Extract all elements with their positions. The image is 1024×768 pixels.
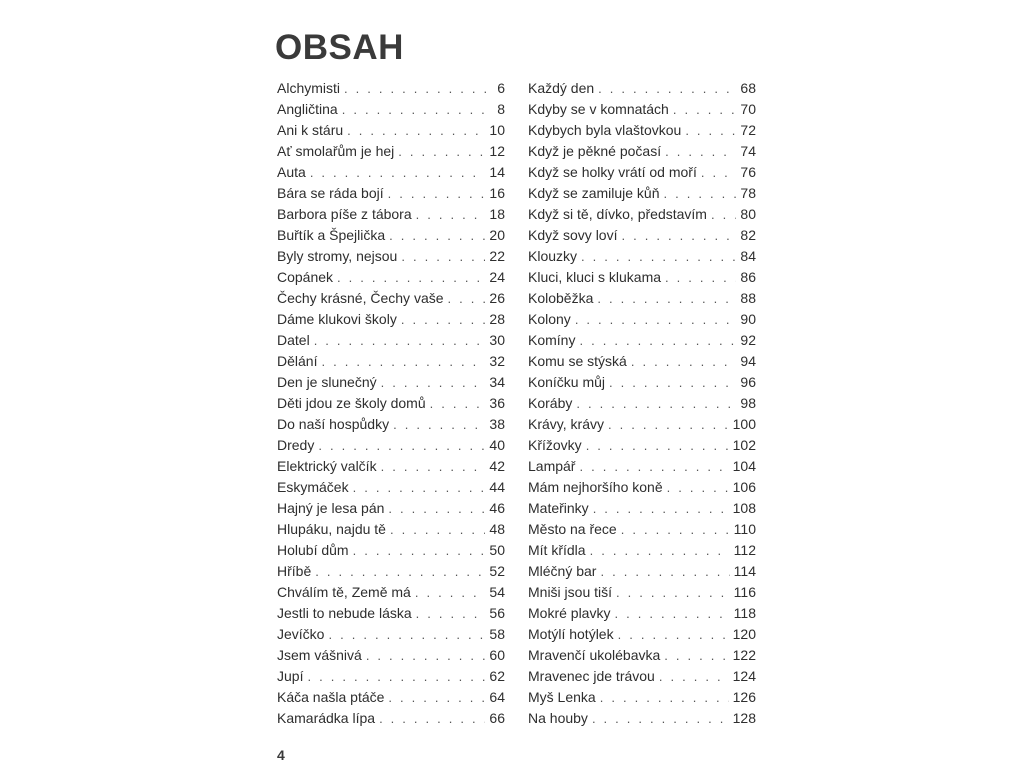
dot-leader bbox=[328, 624, 485, 645]
dot-leader bbox=[347, 120, 485, 141]
toc-entry-page: 14 bbox=[489, 164, 505, 180]
dot-leader bbox=[344, 78, 493, 99]
toc-entry bbox=[277, 141, 505, 162]
dot-leader bbox=[366, 645, 486, 666]
toc-entry bbox=[528, 225, 756, 246]
toc-entry-title: Když sovy loví bbox=[528, 227, 618, 243]
toc-entry-page: 112 bbox=[733, 542, 756, 558]
dot-leader bbox=[621, 519, 730, 540]
dot-leader bbox=[575, 309, 737, 330]
dot-leader bbox=[592, 708, 729, 729]
dot-leader bbox=[390, 519, 485, 540]
toc-entry-page: 48 bbox=[489, 521, 505, 537]
dot-leader bbox=[673, 99, 737, 120]
toc-entry-title: Krávy, krávy bbox=[528, 416, 604, 432]
toc-entry bbox=[277, 204, 505, 225]
dot-leader bbox=[379, 708, 485, 729]
dot-leader bbox=[388, 687, 485, 708]
toc-entry-page: 102 bbox=[732, 437, 756, 453]
toc-entry-title: Koníčku můj bbox=[528, 374, 606, 390]
toc-entry bbox=[528, 708, 756, 729]
toc-entry bbox=[277, 393, 505, 414]
toc-entry bbox=[528, 687, 756, 708]
toc-entry-page: 10 bbox=[489, 122, 505, 138]
toc-entry bbox=[277, 309, 505, 330]
dot-leader bbox=[579, 330, 736, 351]
toc-entry-title: Byly stromy, nejsou bbox=[277, 248, 398, 264]
toc-entry-title: Lampář bbox=[528, 458, 576, 474]
toc-entry-title: Kamarádka lípa bbox=[277, 710, 376, 726]
toc-entry bbox=[277, 267, 505, 288]
dot-leader bbox=[579, 456, 728, 477]
toc-entry bbox=[528, 330, 756, 351]
toc-entry-title: Hříbě bbox=[277, 563, 312, 579]
toc-entry-title: Na houby bbox=[528, 710, 588, 726]
dot-leader bbox=[586, 435, 729, 456]
toc-entry bbox=[277, 624, 505, 645]
dot-leader bbox=[388, 183, 486, 204]
toc-entry bbox=[277, 498, 505, 519]
toc-entry bbox=[528, 141, 756, 162]
toc-entry-title: Datel bbox=[277, 332, 310, 348]
toc-entry bbox=[528, 456, 756, 477]
dot-leader bbox=[664, 183, 737, 204]
toc-entry-page: 104 bbox=[732, 458, 756, 474]
toc-entry bbox=[277, 582, 505, 603]
toc-entry bbox=[528, 519, 756, 540]
dot-leader bbox=[381, 456, 486, 477]
toc-entry-title: Když si tě, dívko, představím bbox=[528, 206, 707, 222]
toc-entry bbox=[277, 372, 505, 393]
toc-entry-page: 26 bbox=[489, 290, 505, 306]
toc-entry-title: Motýlí hotýlek bbox=[528, 626, 614, 642]
toc-entry-title: Mravenec jde trávou bbox=[528, 668, 655, 684]
dot-leader bbox=[597, 288, 736, 309]
toc-entry bbox=[528, 162, 756, 183]
dot-leader bbox=[401, 246, 485, 267]
toc-entry bbox=[277, 330, 505, 351]
toc-entry bbox=[528, 267, 756, 288]
toc-entry-title: Mléčný bar bbox=[528, 563, 597, 579]
toc-entry-page: 126 bbox=[732, 689, 756, 705]
toc-entry-page: 16 bbox=[489, 185, 505, 201]
toc-entry bbox=[528, 393, 756, 414]
toc-entry-title: Dredy bbox=[277, 437, 315, 453]
toc-entry bbox=[528, 498, 756, 519]
toc-entry bbox=[528, 603, 756, 624]
dot-leader bbox=[711, 204, 736, 225]
toc-entry-page: 60 bbox=[489, 647, 505, 663]
toc-entry-page: 100 bbox=[732, 416, 756, 432]
toc-entry-page: 42 bbox=[489, 458, 505, 474]
toc-entry-page: 76 bbox=[740, 164, 756, 180]
dot-leader bbox=[581, 246, 736, 267]
dot-leader bbox=[618, 624, 729, 645]
dot-leader bbox=[388, 498, 485, 519]
dot-leader bbox=[665, 267, 736, 288]
toc-entry bbox=[528, 645, 756, 666]
toc-entry bbox=[277, 351, 505, 372]
dot-leader bbox=[590, 540, 730, 561]
toc-entry-page: 56 bbox=[489, 605, 505, 621]
dot-leader bbox=[310, 162, 486, 183]
dot-leader bbox=[614, 603, 729, 624]
toc-entry-title: Koloběžka bbox=[528, 290, 594, 306]
toc-entry-title: Když je pěkné počasí bbox=[528, 143, 662, 159]
dot-leader bbox=[416, 204, 486, 225]
toc-entry bbox=[528, 204, 756, 225]
toc-entry bbox=[277, 477, 505, 498]
dot-leader bbox=[659, 666, 729, 687]
toc-entry bbox=[277, 120, 505, 141]
dot-leader bbox=[314, 330, 486, 351]
dot-leader bbox=[353, 477, 486, 498]
toc-entry-title: Ať smolařům je hej bbox=[277, 143, 395, 159]
dot-leader bbox=[315, 561, 485, 582]
toc-entry-page: 8 bbox=[497, 101, 505, 117]
toc-entry-title: Jsem vášnivá bbox=[277, 647, 362, 663]
toc-entry-title: Barbora píše z tábora bbox=[277, 206, 412, 222]
toc-entry-title: Jestli to nebude láska bbox=[277, 605, 412, 621]
toc-entry-page: 78 bbox=[740, 185, 756, 201]
toc-entry-title: Dáme klukovi školy bbox=[277, 311, 397, 327]
dot-leader bbox=[353, 540, 486, 561]
toc-entry-page: 128 bbox=[732, 710, 756, 726]
toc-entry-page: 96 bbox=[740, 374, 756, 390]
toc-entry bbox=[528, 120, 756, 141]
toc-entry-page: 82 bbox=[740, 227, 756, 243]
toc-entry bbox=[528, 183, 756, 204]
dot-leader bbox=[318, 435, 485, 456]
toc-entry-title: Alchymisti bbox=[277, 80, 341, 96]
dot-leader bbox=[448, 288, 486, 309]
page-title: OBSAH bbox=[275, 28, 404, 67]
toc-entry bbox=[528, 666, 756, 687]
toc-entry-title: Klouzky bbox=[528, 248, 578, 264]
dot-leader bbox=[621, 225, 736, 246]
toc-entry bbox=[528, 540, 756, 561]
dot-leader bbox=[398, 141, 485, 162]
toc-entry bbox=[277, 183, 505, 204]
toc-entry-title: Kdyby se v komnatách bbox=[528, 101, 669, 117]
toc-entry bbox=[528, 435, 756, 456]
dot-leader bbox=[609, 372, 736, 393]
dot-leader bbox=[593, 498, 729, 519]
dot-leader bbox=[430, 393, 486, 414]
toc-entry-page: 122 bbox=[732, 647, 756, 663]
toc-entry-title: Koráby bbox=[528, 395, 573, 411]
toc-entry bbox=[277, 78, 505, 99]
toc-entry-page: 92 bbox=[740, 332, 756, 348]
dot-leader bbox=[389, 225, 485, 246]
dot-leader bbox=[337, 267, 485, 288]
toc-entry-page: 120 bbox=[732, 626, 756, 642]
toc-entry bbox=[277, 603, 505, 624]
toc-entry-title: Mít křídla bbox=[528, 542, 586, 558]
toc-entry-title: Buřtík a Špejlička bbox=[277, 227, 386, 243]
toc-entry-page: 106 bbox=[732, 479, 756, 495]
toc-entry-title: Mokré plavky bbox=[528, 605, 611, 621]
toc-entry-title: Hajný je lesa pán bbox=[277, 500, 385, 516]
toc-entry bbox=[277, 414, 505, 435]
toc-entry-title: Dělání bbox=[277, 353, 318, 369]
toc-entry-title: Eskymáček bbox=[277, 479, 349, 495]
toc-entry-page: 98 bbox=[740, 395, 756, 411]
toc-entry-page: 18 bbox=[489, 206, 505, 222]
toc-entry-title: Auta bbox=[277, 164, 306, 180]
toc-entry bbox=[277, 540, 505, 561]
dot-leader bbox=[667, 477, 729, 498]
toc-entry-title: Kluci, kluci s klukama bbox=[528, 269, 662, 285]
toc-entry bbox=[528, 246, 756, 267]
toc-entry-page: 12 bbox=[489, 143, 505, 159]
toc-entry-page: 30 bbox=[489, 332, 505, 348]
toc-entry bbox=[277, 666, 505, 687]
toc-entry bbox=[277, 456, 505, 477]
dot-leader bbox=[393, 414, 485, 435]
toc-entry-page: 88 bbox=[740, 290, 756, 306]
toc-entry bbox=[528, 624, 756, 645]
dot-leader bbox=[665, 141, 736, 162]
toc-entry-page: 22 bbox=[489, 248, 505, 264]
dot-leader bbox=[415, 582, 486, 603]
dot-leader bbox=[416, 603, 486, 624]
dot-leader bbox=[685, 120, 736, 141]
toc-entry-title: Jupí bbox=[277, 668, 304, 684]
toc-entry-page: 114 bbox=[733, 563, 756, 579]
dot-leader bbox=[381, 372, 486, 393]
toc-entry-title: Mateřinky bbox=[528, 500, 589, 516]
toc-entry bbox=[528, 309, 756, 330]
dot-leader bbox=[600, 561, 729, 582]
toc-entry-title: Děti jdou ze školy domů bbox=[277, 395, 426, 411]
toc-entry-page: 110 bbox=[733, 521, 756, 537]
toc-entry-title: Hlupáku, najdu tě bbox=[277, 521, 386, 537]
toc-entry-page: 20 bbox=[489, 227, 505, 243]
toc-entry-page: 34 bbox=[489, 374, 505, 390]
dot-leader bbox=[576, 393, 736, 414]
toc-entry-page: 62 bbox=[489, 668, 505, 684]
toc-entry-page: 66 bbox=[489, 710, 505, 726]
toc-entry bbox=[528, 477, 756, 498]
toc-entry-title: Myš Lenka bbox=[528, 689, 596, 705]
toc-entry-page: 64 bbox=[489, 689, 505, 705]
toc-entry-page: 116 bbox=[733, 584, 756, 600]
toc-entry-page: 70 bbox=[740, 101, 756, 117]
toc-entry-page: 36 bbox=[489, 395, 505, 411]
dot-leader bbox=[631, 351, 737, 372]
toc-entry-page: 58 bbox=[489, 626, 505, 642]
toc-entry-page: 28 bbox=[489, 311, 505, 327]
toc-entry bbox=[277, 162, 505, 183]
toc-entry-title: Mniši jsou tiší bbox=[528, 584, 613, 600]
toc-entry-page: 68 bbox=[740, 80, 756, 96]
toc-entry-title: Den je slunečný bbox=[277, 374, 377, 390]
dot-leader bbox=[342, 99, 494, 120]
toc-entry bbox=[528, 582, 756, 603]
toc-entry-page: 124 bbox=[732, 668, 756, 684]
dot-leader bbox=[600, 687, 729, 708]
toc-entry-page: 38 bbox=[489, 416, 505, 432]
toc-entry bbox=[528, 99, 756, 120]
toc-entry-page: 74 bbox=[740, 143, 756, 159]
toc-entry bbox=[277, 687, 505, 708]
toc-entry-title: Holubí dům bbox=[277, 542, 349, 558]
toc-entry-page: 80 bbox=[740, 206, 756, 222]
toc-entry-page: 24 bbox=[489, 269, 505, 285]
toc-entry bbox=[528, 78, 756, 99]
toc-entry-title: Do naší hospůdky bbox=[277, 416, 390, 432]
toc-entry-page: 50 bbox=[489, 542, 505, 558]
toc-entry-page: 44 bbox=[489, 479, 505, 495]
toc-entry-page: 90 bbox=[740, 311, 756, 327]
toc-entry-title: Jevíčko bbox=[277, 626, 325, 642]
toc-entry-page: 86 bbox=[740, 269, 756, 285]
toc-entry-page: 94 bbox=[740, 353, 756, 369]
toc-left-column bbox=[277, 78, 505, 729]
toc-entry-title: Komu se stýská bbox=[528, 353, 627, 369]
toc-entry bbox=[277, 435, 505, 456]
toc-entry bbox=[277, 225, 505, 246]
dot-leader bbox=[307, 666, 485, 687]
toc-entry-page: 32 bbox=[489, 353, 505, 369]
toc-entry-title: Kdybych byla vlaštovkou bbox=[528, 122, 682, 138]
dot-leader bbox=[701, 162, 737, 183]
toc-entry-title: Když se zamiluje kůň bbox=[528, 185, 660, 201]
toc-entry-page: 54 bbox=[489, 584, 505, 600]
toc-entry bbox=[277, 99, 505, 120]
toc-entry bbox=[277, 561, 505, 582]
dot-leader bbox=[598, 78, 736, 99]
toc-entry bbox=[528, 561, 756, 582]
dot-leader bbox=[664, 645, 728, 666]
toc-entry bbox=[528, 372, 756, 393]
toc-entry-title: Bára se ráda bojí bbox=[277, 185, 384, 201]
toc-entry-title: Město na řece bbox=[528, 521, 617, 537]
toc-entry-title: Angličtina bbox=[277, 101, 338, 117]
toc-entry-title: Každý den bbox=[528, 80, 595, 96]
toc-entry-title: Elektrický valčík bbox=[277, 458, 377, 474]
toc-entry-title: Mravenčí ukolébavka bbox=[528, 647, 661, 663]
toc-entry bbox=[277, 519, 505, 540]
toc-entry-title: Ani k stáru bbox=[277, 122, 344, 138]
toc-entry-title: Kolony bbox=[528, 311, 571, 327]
dot-leader bbox=[616, 582, 730, 603]
dot-leader bbox=[321, 351, 485, 372]
toc-entry-title: Chválím tě, Země má bbox=[277, 584, 411, 600]
toc-entry-title: Komíny bbox=[528, 332, 576, 348]
toc-entry bbox=[528, 288, 756, 309]
toc-entry-page: 118 bbox=[733, 605, 756, 621]
toc-entry bbox=[528, 351, 756, 372]
toc-entry bbox=[277, 645, 505, 666]
toc-right-column bbox=[528, 78, 756, 729]
toc-entry-title: Káča našla ptáče bbox=[277, 689, 385, 705]
toc-entry-title: Čechy krásné, Čechy vaše bbox=[277, 290, 444, 306]
toc-entry-page: 40 bbox=[489, 437, 505, 453]
toc-entry bbox=[277, 288, 505, 309]
toc-entry-page: 108 bbox=[732, 500, 756, 516]
toc-entry-title: Křížovky bbox=[528, 437, 582, 453]
toc-entry-title: Když se holky vrátí od moří bbox=[528, 164, 697, 180]
toc-entry-page: 84 bbox=[740, 248, 756, 264]
toc-entry-page: 72 bbox=[740, 122, 756, 138]
toc-entry bbox=[277, 246, 505, 267]
toc-entry-page: 52 bbox=[489, 563, 505, 579]
toc-entry-page: 6 bbox=[497, 80, 505, 96]
dot-leader bbox=[608, 414, 729, 435]
dot-leader bbox=[401, 309, 486, 330]
toc-entry bbox=[528, 414, 756, 435]
page-number: 4 bbox=[277, 747, 285, 763]
toc-entry-title: Copánek bbox=[277, 269, 334, 285]
toc-entry-title: Mám nejhoršího koně bbox=[528, 479, 663, 495]
toc-entry bbox=[277, 708, 505, 729]
toc-entry-page: 46 bbox=[489, 500, 505, 516]
